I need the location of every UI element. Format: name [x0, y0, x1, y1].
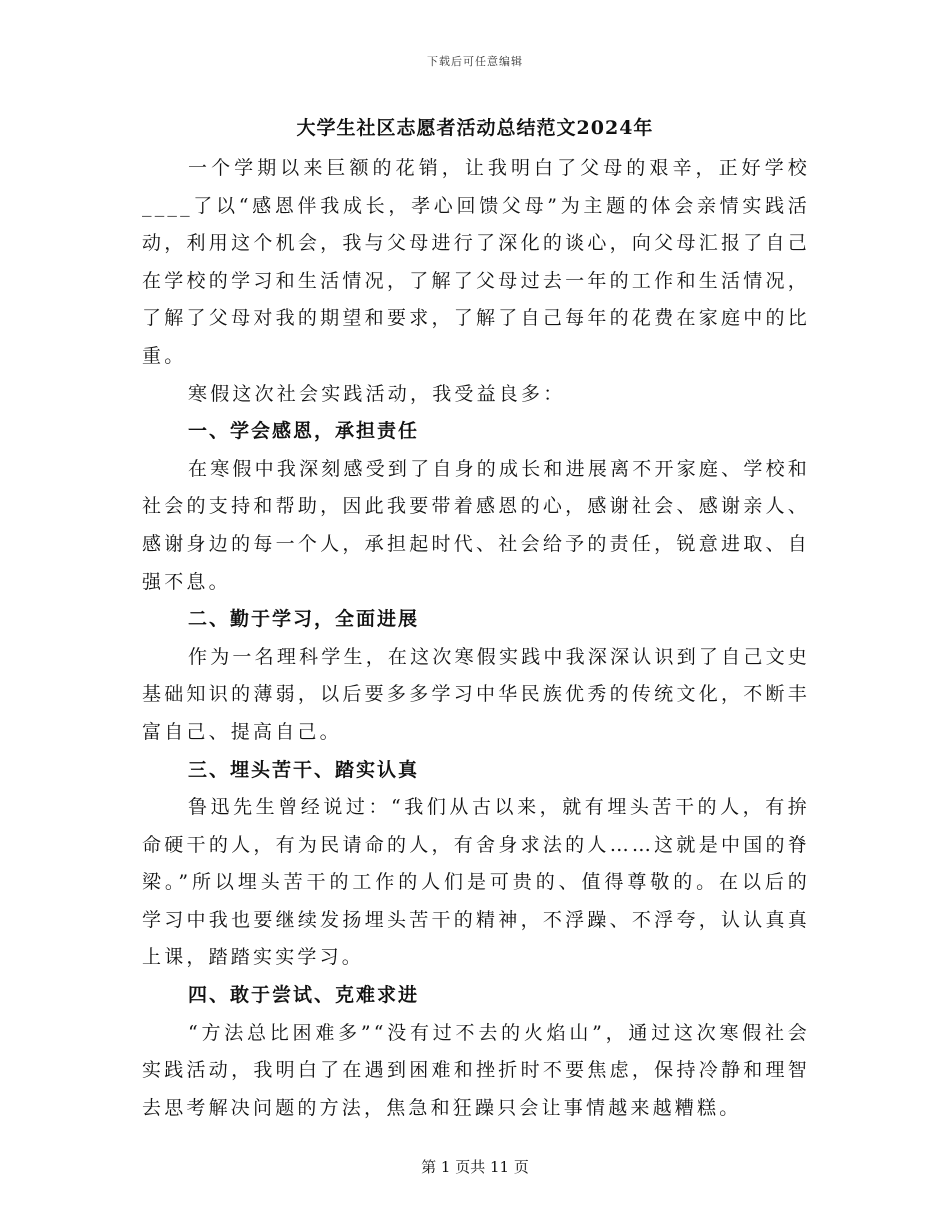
section-heading-1: 一、学会感恩，承担责任	[188, 420, 420, 443]
document-body	[142, 150, 810, 1127]
paragraph-summary: 寒假这次社会实践活动，我受益良多：	[188, 382, 566, 405]
paragraph-section-3: 鲁迅先生曾经说过：“我们从古以来，就有埋头苦干的人，有拚命硬干的人，有为民请命的人，有舍身求法的人……这就是中国的脊梁。”所以埋头苦干的工作的人们是可贵的、值得尊敬的。在以后的学习中我也要继续发扬埋头苦干的精神，不浮躁、不浮夸，认认真真上课，踏踏实实学习。	[142, 796, 810, 969]
section-heading-2: 二、勤于学习，全面进展	[188, 608, 420, 631]
document-title: 大学生社区志愿者活动总结范文2024年	[296, 117, 654, 139]
paragraph-section-2: 作为一名理科学生，在这次寒假实践中我深深认识到了自己文史基础知识的薄弱，以后要多多学习中华民族优秀的传统文化，不断丰富自己、提高自己。	[142, 645, 810, 743]
paragraph-intro: 一个学期以来巨额的花销，让我明白了父母的艰辛，正好学校____了以“感恩伴我成长，孝心回馈父母”为主题的体会亲情实践活动，利用这个机会，我与父母进行了深化的谈心，向父母汇报了自己在学校的学习和生活情况，了解了父母过去一年的工作和生活情况，了解了父母对我的期望和要求，了解了自己每年的花费在家庭中的比重。	[142, 157, 810, 367]
paragraph-section-1: 在寒假中我深刻感受到了自身的成长和进展离不开家庭、学校和社会的支持和帮助，因此我要带着感恩的心，感谢社会、感谢亲人、感谢身边的每一个人，承担起时代、社会给予的责任，锐意进取、自强不息。	[142, 457, 810, 593]
header-note: 下载后可任意编辑	[427, 55, 523, 68]
section-heading-3: 三、埋头苦干、踏实认真	[188, 758, 420, 781]
section-heading-4: 四、敢于尝试、克难求进	[188, 984, 420, 1007]
paragraph-section-4: “方法总比困难多”“没有过不去的火焰山”，通过这次寒假社会实践活动，我明白了在遇到困难和挫折时不要焦虑，保持冷静和理智去思考解决问题的方法，焦急和狂躁只会让事情越来越糟糕。	[142, 1021, 810, 1119]
page-number-footer: 第 1 页共 11 页	[421, 1158, 529, 1176]
